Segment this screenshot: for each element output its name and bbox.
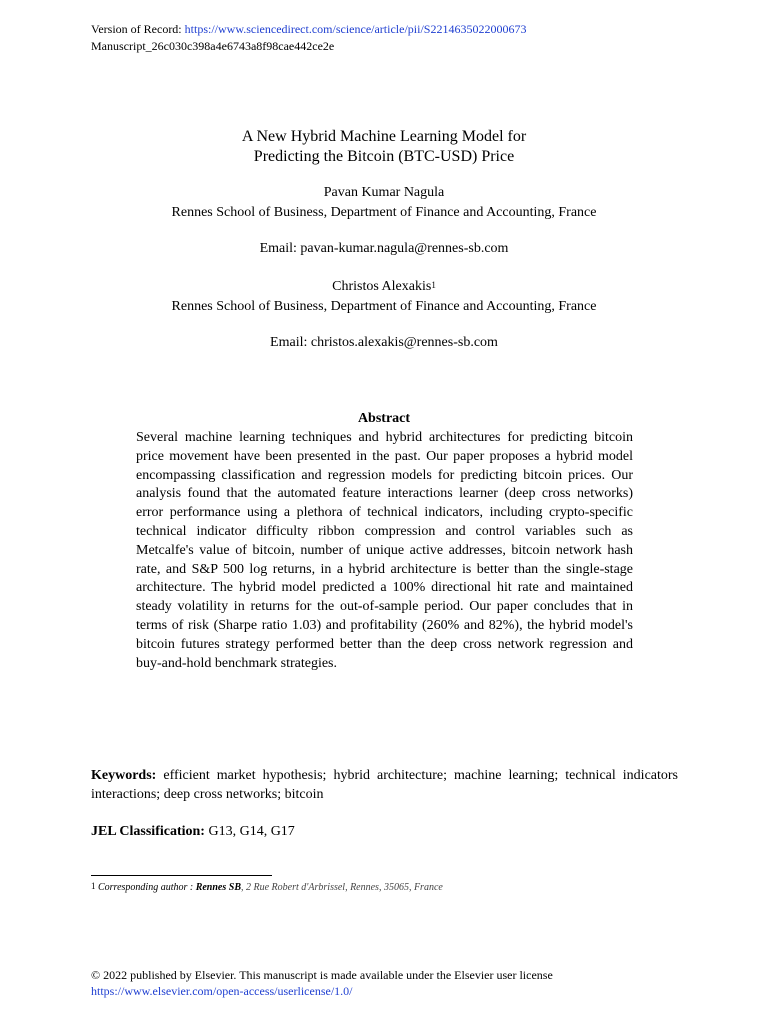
page-header bbox=[91, 21, 526, 55]
version-of-record bbox=[91, 21, 526, 38]
author-2-affiliation: Rennes School of Business, Department of Finance and Accounting, France bbox=[171, 299, 597, 314]
author-1-name: Pavan Kumar Nagula bbox=[323, 185, 445, 200]
paper-title bbox=[0, 127, 768, 167]
page-footer bbox=[91, 967, 553, 999]
footnote-lead: Corresponding author : bbox=[95, 882, 196, 893]
license-text: © 2022 published by Elsevier. This manuscript is made available under the Elsevier user license bbox=[91, 968, 553, 982]
title-line-2: Predicting the Bitcoin (BTC-USD) Price bbox=[253, 148, 515, 165]
keywords bbox=[91, 766, 678, 804]
author-2-name: Christos Alexakis bbox=[332, 279, 432, 294]
abstract-body: Several machine learning techniques and hybrid architectures for predicting bitcoin price movement have been presented in the past. Our paper proposes a hybrid model encompassing classification and regression models for predicting bitcoin prices. Our analysis found that the automated feature interactions learner (deep cross networks) error performance using a plethora of technical indicators, including crypto-specific technical indicator difficulty ribbon compression and control variables such as Metcalfe's value of bitcoin, number of unique active addresses, bitcoin network hash rate, and S&P 500 log returns, in a hybrid architecture is better than the single-stage architecture. The hybrid model predicted a 100% directional hit rate and maintained steady volatility in returns for the out-of-sample period. Our paper concludes that in terms of risk (Sharpe ratio 1.03) and profitability (260% and 82%), the hybrid model's bitcoin futures strategy performed better than the deep cross network regression and buy-and-hold benchmark strategies. bbox=[136, 430, 633, 671]
jel-classification bbox=[91, 822, 295, 841]
footnote-rest: , 2 Rue Robert d'Arbrissel, Rennes, 35065, France bbox=[241, 882, 443, 893]
footnote bbox=[91, 881, 443, 895]
version-link[interactable]: https://www.sciencedirect.com/science/article/pii/S2214635022000673 bbox=[184, 22, 527, 36]
keywords-label: Keywords: bbox=[91, 768, 157, 783]
abstract-heading: Abstract bbox=[357, 411, 411, 426]
footnote-bold: Rennes SB bbox=[195, 882, 241, 893]
license-link[interactable]: https://www.elsevier.com/open-access/userlicense/1.0/ bbox=[91, 984, 353, 998]
author-2-footnote-mark: 1 bbox=[431, 280, 436, 290]
author-2-email: Email: christos.alexakis@rennes-sb.com bbox=[270, 335, 498, 350]
footnote-rule bbox=[91, 875, 272, 876]
keywords-text: efficient market hypothesis; hybrid architecture; machine learning; technical indicators interactions; deep cross networks; bitcoin bbox=[91, 768, 678, 802]
footnote-mark: 1 bbox=[91, 881, 96, 891]
author-1-email: Email: pavan-kumar.nagula@rennes-sb.com bbox=[259, 241, 509, 256]
jel-label: JEL Classification: bbox=[91, 824, 205, 839]
manuscript-id: Manuscript_26c030c398a4e6743a8f98cae442ce2e bbox=[91, 39, 335, 53]
title-line-1: A New Hybrid Machine Learning Model for bbox=[241, 128, 527, 145]
jel-text: G13, G14, G17 bbox=[204, 824, 295, 839]
author-2-name-block bbox=[0, 278, 768, 296]
author-1-affiliation: Rennes School of Business, Department of Finance and Accounting, France bbox=[171, 205, 597, 220]
version-label: Version of Record: bbox=[91, 22, 185, 36]
